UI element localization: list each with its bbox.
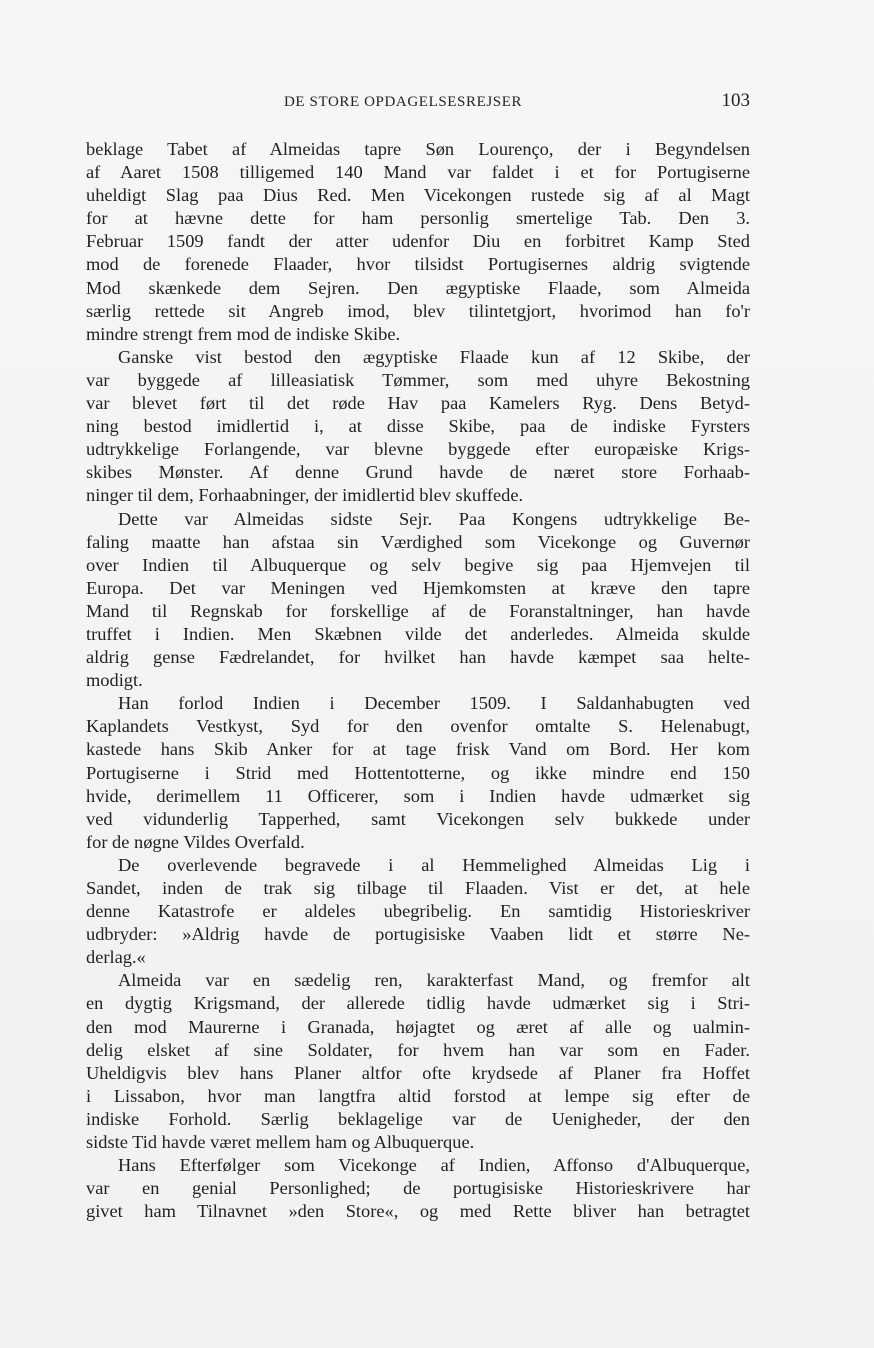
text-line: Ganske vist bestod den ægyptiske Flaade kun af 12 Skibe, der	[118, 346, 750, 367]
text-line: mod de forenede Flaader, hvor tilsidst Portugisernes aldrig svigtende	[86, 254, 750, 275]
text-line: ning bestod imidlertid i, at disse Skibe, paa de indiske Fyrsters	[86, 416, 750, 437]
text-line: en dygtig Krigsmand, der allerede tidlig havde udmærket sig i Stri-	[86, 993, 750, 1014]
text-line: var byggede af lilleasiatisk Tømmer, som med uhyre Bekostning	[86, 369, 750, 390]
text-line: Europa. Det var Meningen ved Hjemkomsten at kræve den tapre	[86, 577, 750, 598]
text-line: var en genial Personlighed; de portugisiske Historieskrivere har	[86, 1178, 750, 1199]
text-line: modigt.	[86, 670, 143, 691]
text-line: delig elsket af sine Soldater, for hvem han var som en Fader.	[86, 1039, 750, 1060]
text-line: beklage Tabet af Almeidas tapre Søn Lourenço, der i Begyndelsen	[86, 139, 750, 159]
text-line: over Indien til Albuquerque og selv begive sig paa Hjemvejen til	[86, 554, 750, 575]
text-line: denne Katastrofe er aldeles ubegribelig. En samtidig Historieskriver	[86, 901, 750, 922]
text-line: Februar 1509 fandt der atter udenfor Diu en forbitret Kamp Sted	[86, 231, 750, 252]
text-line: udbryder: »Aldrig havde de portugisiske Vaaben lidt et større Ne-	[86, 924, 750, 945]
text-line: Hans Efterfølger som Vicekonge af Indien, Affonso d'Albuquerque,	[118, 1155, 750, 1176]
text-line: aldrig gense Fædrelandet, for hvilket han havde kæmpet saa helte-	[86, 647, 750, 668]
text-line: Dette var Almeidas sidste Sejr. Paa Kongens udtrykkelige Be-	[118, 508, 750, 529]
text-line: Sandet, inden de trak sig tilbage til Flaaden. Vist er det, at hele	[86, 878, 750, 898]
text-line: uheldigt Slag paa Dius Red. Men Vicekongen rustede sig af al Magt	[86, 185, 750, 206]
text-line: hvide, derimellem 11 Officerer, som i Indien havde udmærket sig	[86, 785, 750, 806]
text-line: Mand til Regnskab for forskellige af de Foranstaltninger, han havde	[86, 600, 750, 621]
text-line: Portugiserne i Strid med Hottentotterne, og ikke mindre end 150	[86, 762, 750, 783]
text-line: i Lissabon, hvor man langtfra altid forstod at lempe sig efter de	[86, 1085, 750, 1106]
body-text	[86, 138, 750, 1223]
text-line: ninger til dem, Forhaabninger, der imidlertid blev skuffede.	[86, 485, 524, 506]
text-line: kastede hans Skib Anker for at tage frisk Vand om Bord. Her kom	[86, 739, 750, 760]
text-line: var blevet ført til det røde Hav paa Kamelers Ryg. Dens Betyd-	[86, 393, 750, 414]
text-line: Kaplandets Vestkyst, Syd for den ovenfor omtalte S. Helenabugt,	[86, 716, 750, 737]
text-line: sidste Tid havde været mellem ham og Albuquerque.	[86, 1132, 475, 1153]
text-line: af Aaret 1508 tilligemed 140 Mand var faldet i et for Portugiserne	[86, 162, 750, 183]
text-line: givet ham Tilnavnet »den Store«, og med Rette bliver han betragtet	[86, 1201, 750, 1222]
text-line: truffet i Indien. Men Skæbnen vilde det anderledes. Almeida skulde	[86, 623, 750, 644]
text-line: Almeida var en sædelig ren, karakterfast Mand, og fremfor alt	[118, 970, 750, 991]
text-line: mindre strengt frem mod de indiske Skibe.	[86, 323, 401, 344]
running-title: DE STORE OPDAGELSESREJSER	[284, 94, 523, 110]
text-line: Uheldigvis blev hans Planer altfor ofte krydsede af Planer fra Hoffet	[86, 1062, 750, 1083]
text-line: ved vidunderlig Tapperhed, samt Vicekongen selv bukkede under	[86, 808, 750, 829]
text-line: derlag.«	[86, 947, 146, 968]
text-line: indiske Forhold. Særlig beklagelige var de Uenigheder, der den	[86, 1108, 750, 1129]
text-line: Han forlod Indien i December 1509. I Saldanhabugten ved	[118, 693, 750, 714]
text-line: skibes Mønster. Af denne Grund havde de næret store Forhaab-	[86, 462, 750, 483]
text-line: særlig rettede sit Angreb imod, blev tilintetgjort, hvorimod han fo'r	[86, 300, 750, 321]
text-line: faling maatte han afstaa sin Værdighed som Vicekonge og Guvernør	[86, 531, 750, 552]
page-number: 103	[721, 90, 750, 111]
text-line: De overlevende begravede i al Hemmelighed Almeidas Lig i	[118, 854, 750, 875]
text-line: Mod skænkede dem Sejren. Den ægyptiske Flaade, som Almeida	[86, 277, 750, 298]
text-line: for de nøgne Vildes Overfald.	[86, 831, 305, 852]
text-line: den mod Maurerne i Granada, højagtet og æret af alle og ualmin-	[86, 1016, 750, 1037]
text-line: udtrykkelige Forlangende, var blevne byggede efter europæiske Krigs-	[86, 439, 750, 460]
text-line: for at hævne dette for ham personlig smertelige Tab. Den 3.	[86, 208, 750, 229]
page-header	[88, 92, 750, 116]
